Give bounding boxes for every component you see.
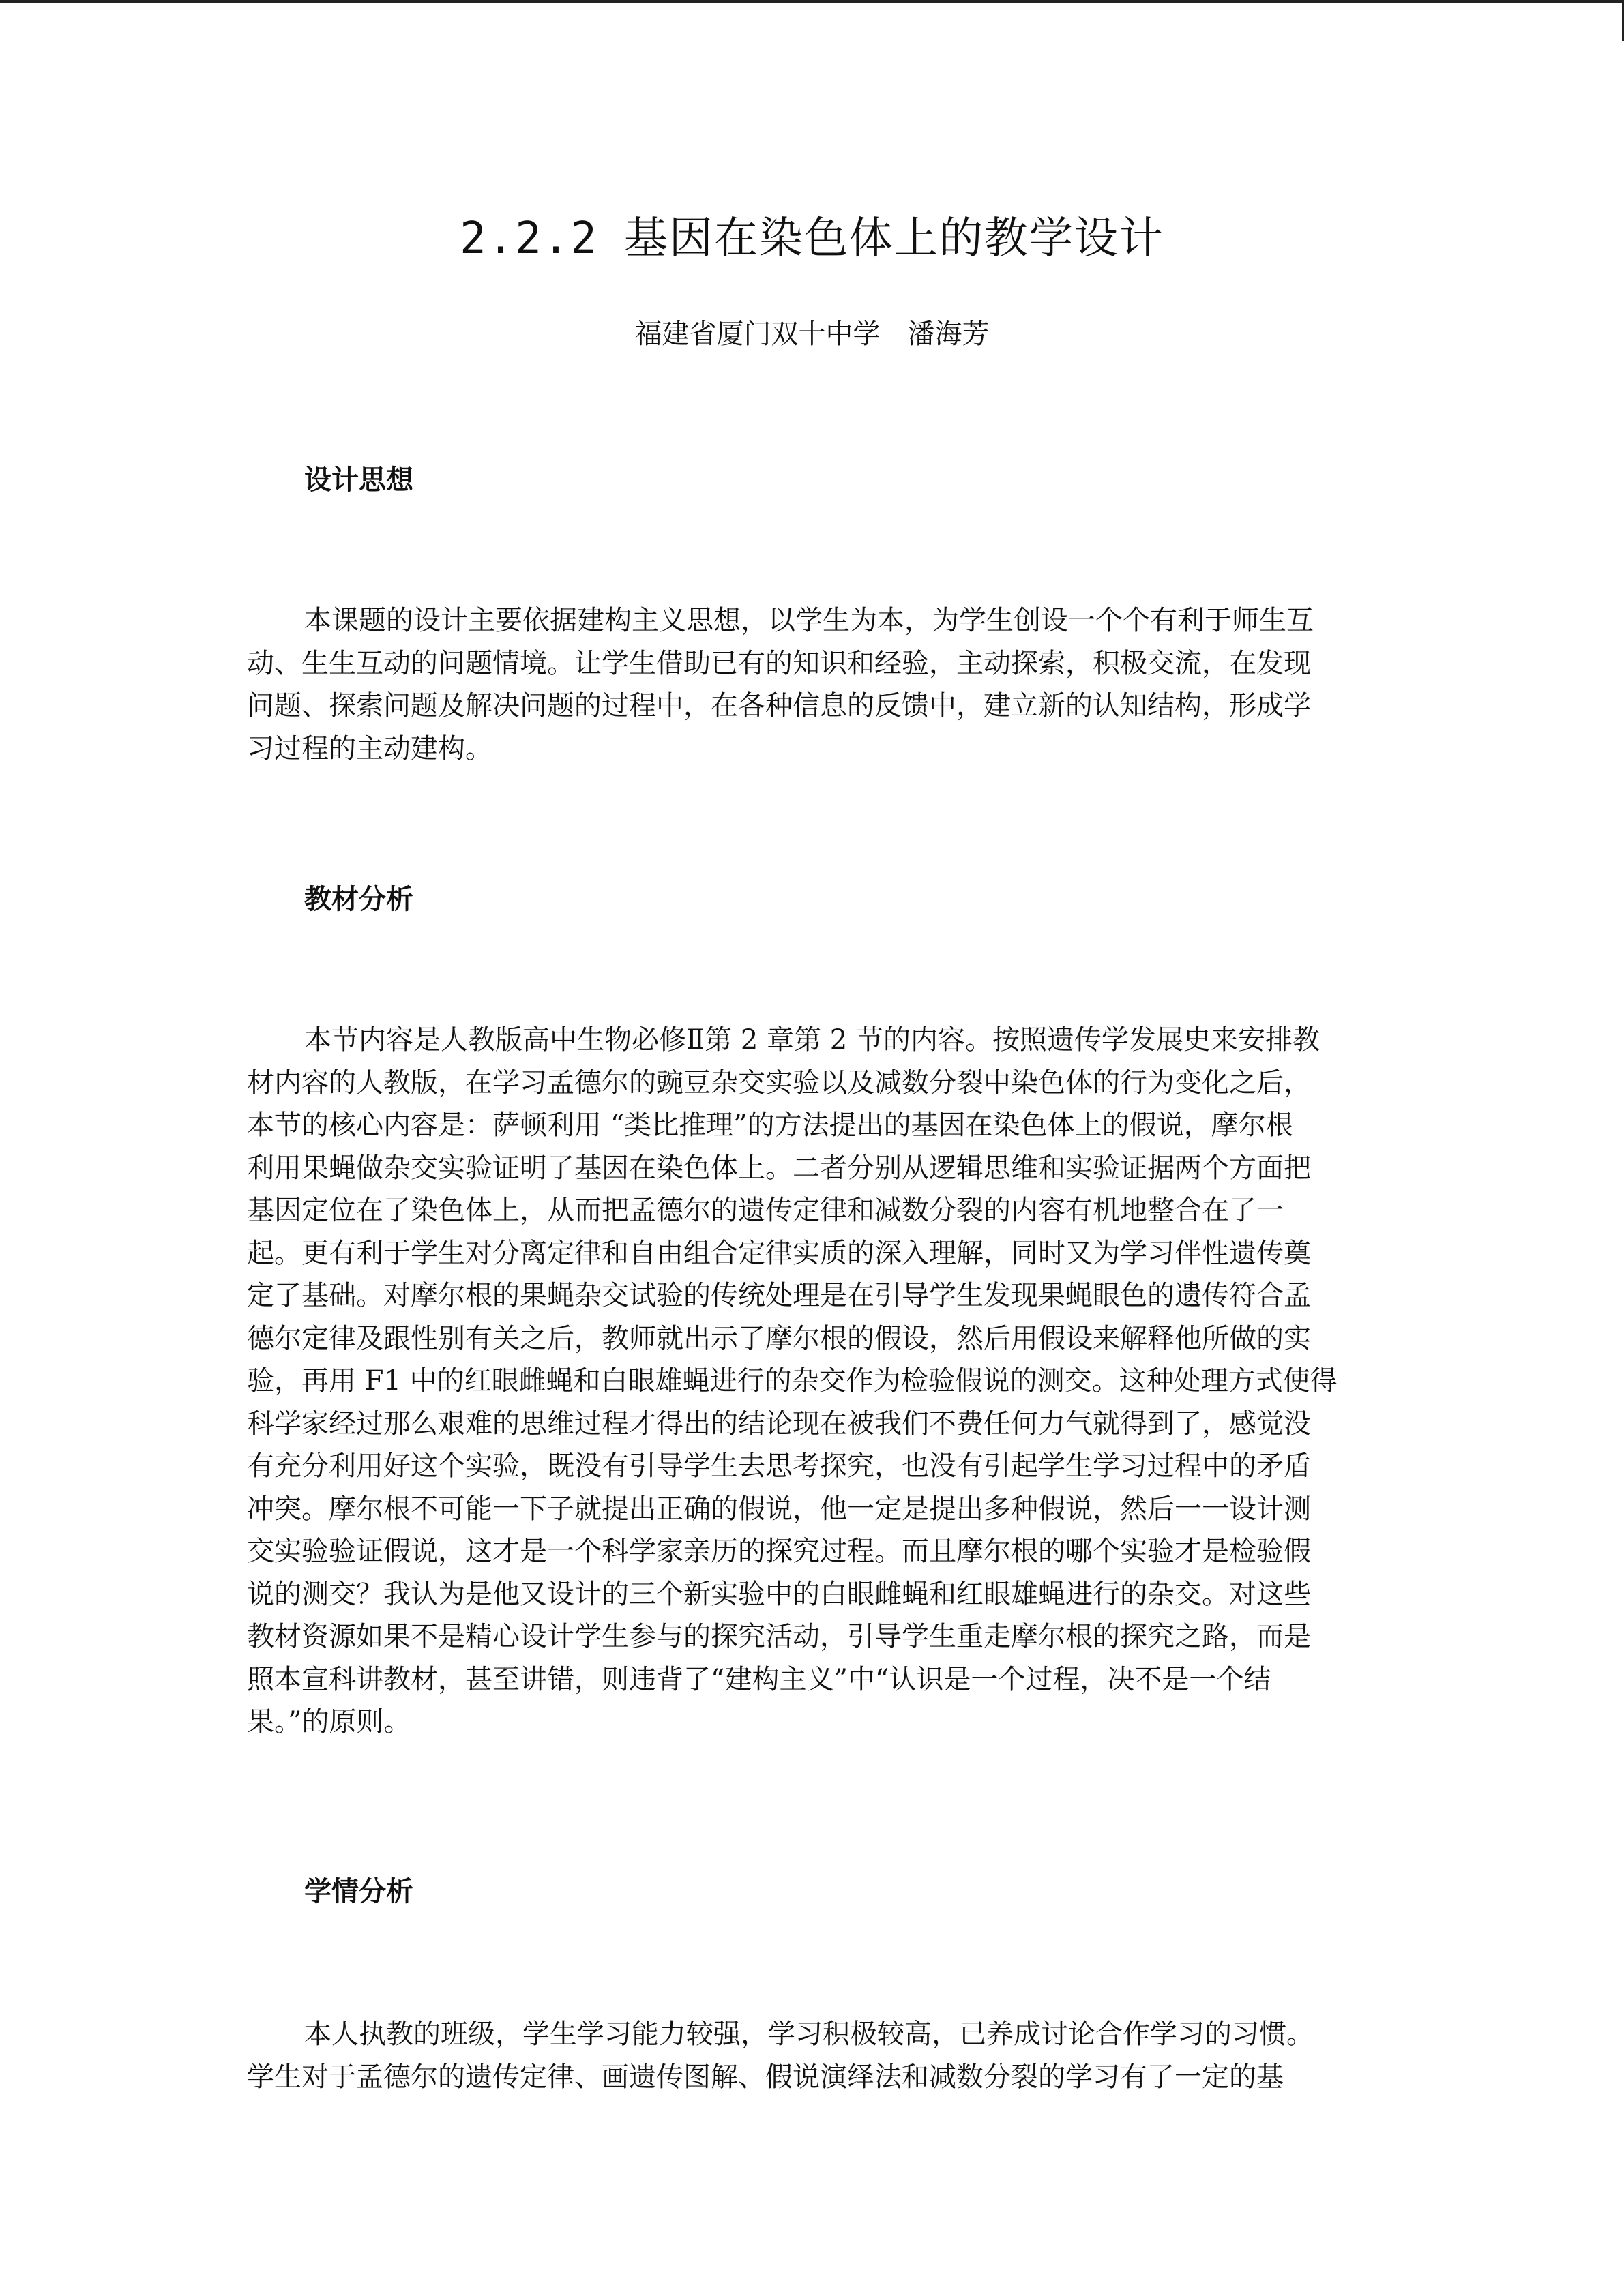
text-line: 科学家经过那么艰难的思维过程才得出的结论现在被我们不费任何力气就得到了，感觉没 [247,1407,1311,1440]
paragraph-design-idea [247,599,1379,770]
text-line: 说的测交？我认为是他又设计的三个新实验中的白眼雌蝇和红眼雄蝇进行的杂交。对这些 [247,1578,1311,1610]
text-line: 果。”的原则。 [247,1706,411,1738]
section-number: 2.2.2 [460,213,598,264]
top-border-line [0,0,1624,3]
text-line: 起。更有利于学生对分离定律和自由组合定律实质的深入理解，同时又为学习伴性遗传奠 [247,1237,1311,1269]
section-heading-design-idea: 设计思想 [304,464,413,496]
page-title [0,208,1624,269]
text-line: 基因定位在了染色体上，从而把孟德尔的遗传定律和减数分裂的内容有机地整合在了一 [247,1195,1284,1226]
text-line: 照本宣科讲教材，甚至讲错，则违背了“建构主义”中“认识是一个过程，决不是一个结 [247,1663,1271,1695]
text-line: 德尔定律及跟性别有关之后，教师就出示了摩尔根的假设，然后用假设来解释他所做的实 [247,1322,1311,1354]
text-line: 教材资源如果不是精心设计学生参与的探究活动，引导学生重走摩尔根的探究之路，而是 [247,1621,1311,1652]
text-line: 材内容的人教版，在学习孟德尔的豌豆杂交实验以及减数分裂中染色体的行为变化之后， [247,1067,1311,1099]
text-line: 动、生生互动的问题情境。让学生借助已有的知识和经验，主动探索，积极交流，在发现 [247,647,1311,679]
title-text: 基因在染色体上的教学设计 [623,213,1164,264]
text-line: 利用果蝇做杂交实验证明了基因在染色体上。二者分别从逻辑思维和实验证据两个方面把 [247,1152,1311,1184]
text-line: 定了基础。对摩尔根的果蝇杂交试验的传统处理是在引导学生发现果蝇眼色的遗传符合孟 [247,1280,1311,1311]
text-line: 本人执教的班级，学生学习能力较强，学习积极较高，已养成讨论合作学习的习惯。 [304,2018,1314,2050]
paragraph-material-analysis [247,1019,1379,1744]
author-line [0,312,1624,356]
text-line: 本课题的设计主要依据建构主义思想，以学生为本，为学生创设一个个有利于师生互 [304,605,1314,636]
text-line: 交实验验证假说，这才是一个科学家亲历的探究过程。而且摩尔根的哪个实验才是检验假 [247,1536,1311,1567]
school-name: 福建省厦门双十中学 [634,318,881,350]
text-line: 验，再用 F1 中的红眼雌蝇和白眼雄蝇进行的杂交作为检验假说的测交。这种处理方式使得 [247,1365,1338,1397]
text-line: 本节内容是人教版高中生物必修Ⅱ第 2 章第 2 节的内容。按照遗传学发展史来安排教 [304,1024,1320,1056]
text-line: 本节的核心内容是：萨顿利用 “类比推理”的方法提出的基因在染色体上的假说，摩尔根 [247,1109,1293,1141]
section-heading-student-analysis: 学情分析 [304,1876,413,1907]
text-line: 冲突。摩尔根不可能一下子就提出正确的假说，他一定是提出多种假说，然后一一设计测 [247,1493,1311,1525]
text-line: 有充分利用好这个实验，既没有引导学生去思考探究，也没有引起学生学习过程中的矛盾 [247,1450,1311,1482]
author-name: 潘海芳 [907,318,990,350]
text-line: 习过程的主动建构。 [247,732,492,764]
paragraph-student-analysis [247,2013,1379,2098]
section-heading-material-analysis: 教材分析 [304,884,413,915]
text-line: 问题、探索问题及解决问题的过程中，在各种信息的反馈中，建立新的认知结构，形成学 [247,690,1311,721]
text-line: 学生对于孟德尔的遗传定律、画遗传图解、假说演绎法和减数分裂的学习有了一定的基 [247,2061,1284,2093]
